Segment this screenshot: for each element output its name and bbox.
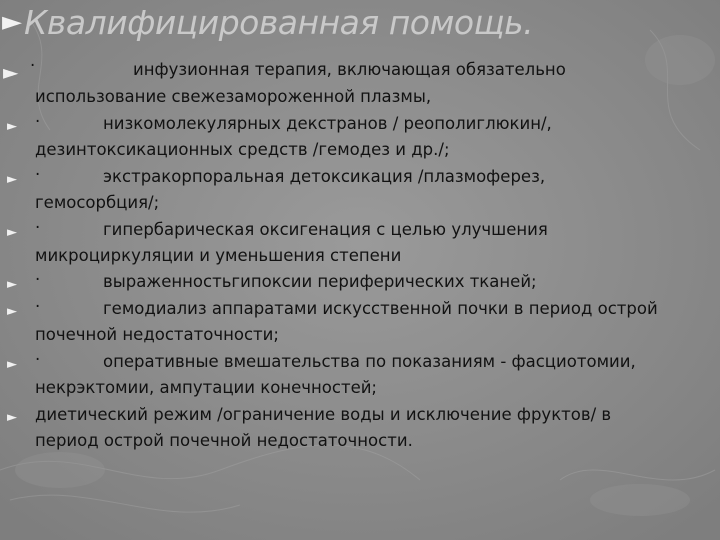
dot-marker: ·: [35, 218, 41, 237]
list-item-line: дезинтоксикационных средств /гемодез и др./;: [35, 140, 450, 159]
slide-title: Квалифицированная помощь.: [24, 2, 534, 42]
list-item-line: использование свежезамороженной плазмы,: [35, 87, 432, 106]
list-item-line: диетический режим /ограничение воды и исключение фруктов/ в: [35, 405, 612, 424]
list-item-line: микроциркуляции и уменьшения степени: [35, 246, 402, 265]
bullet-icon: ►: [7, 357, 17, 372]
dot-marker: ·: [35, 350, 41, 369]
bullet-icon: ►: [3, 60, 19, 84]
bullet-icon: ►: [7, 172, 17, 187]
bullet-icon: ►: [7, 225, 17, 240]
list-item-line: оперативные вмешательства по показаниям - фасциотомии,: [103, 352, 636, 371]
dot-marker: ·: [35, 297, 41, 316]
dot-marker: ·: [35, 112, 41, 131]
title-bullet-icon: ►: [2, 7, 22, 37]
dot-marker: ·: [35, 165, 41, 184]
list-item-line: выраженностьгипоксии периферических тканей;: [103, 272, 537, 291]
list-item-line: низкомолекулярных декстранов / реополиглюкин/,: [103, 114, 552, 133]
list-item-line: экстракорпоральная детоксикация /плазмоферез,: [103, 167, 546, 186]
list-item-line: гемосорбция/;: [35, 193, 160, 212]
bullet-icon: ►: [7, 119, 17, 134]
dot-marker: ·: [35, 270, 41, 289]
bullet-icon: ►: [7, 277, 17, 292]
dot-marker: ·: [30, 56, 36, 75]
list-item-line: инфузионная терапия, включающая обязательно: [133, 60, 566, 79]
list-item-line: некрэктомии, ампутации конечностей;: [35, 378, 377, 397]
list-item-line: гемодиализ аппаратами искусственной почки в период острой: [103, 299, 658, 318]
list-item-line: период острой почечной недостаточности.: [35, 431, 413, 450]
bullet-icon: ►: [7, 304, 17, 319]
list-item-line: гипербарическая оксигенация с целью улучшения: [103, 220, 548, 239]
list-item-line: почечной недостаточности;: [35, 325, 279, 344]
bullet-icon: ►: [7, 410, 17, 425]
